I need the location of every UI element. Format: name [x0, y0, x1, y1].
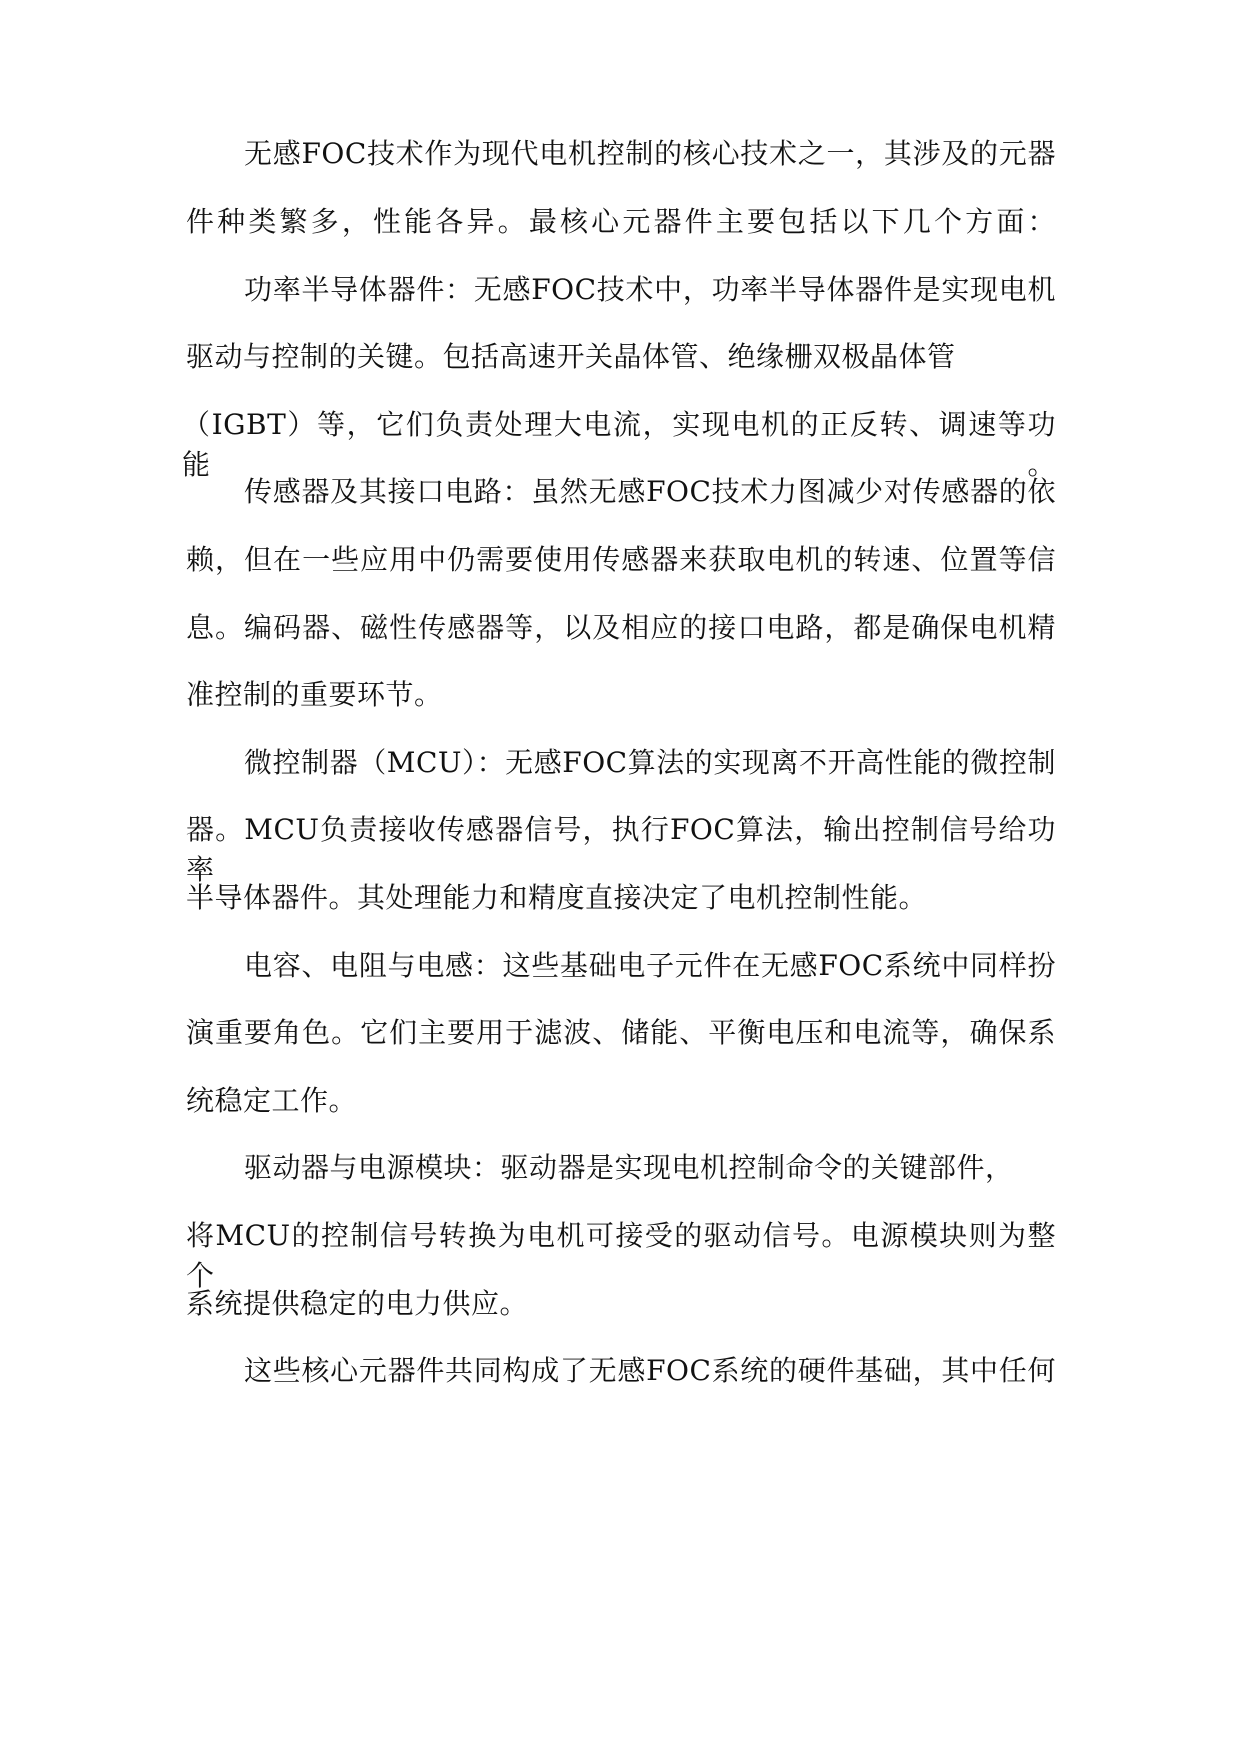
text-line: 这些核心元器件共同构成了无感FOC系统的硬件基础，其中任何: [244, 1354, 1056, 1387]
text-line: 传感器及其接口电路：虽然无感FOC技术力图减少对传感器的依: [244, 475, 1056, 508]
text-line: 无感FOC技术作为现代电机控制的核心技术之一，其涉及的元器: [244, 137, 1056, 170]
text-line: 将MCU的控制信号转换为电机可接受的驱动信号。电源模块则为整个: [186, 1219, 1056, 1292]
text-line: 电容、电阻与电感：这些基础电子元件在无感FOC系统中同样扮: [244, 949, 1056, 982]
text-line: 器。MCU负责接收传感器信号，执行FOC算法，输出控制信号给功率: [186, 813, 1056, 886]
text-line: 驱动与控制的关键。包括高速开关晶体管、绝缘栅双极晶体管: [186, 340, 956, 373]
text-line: 半导体器件。其处理能力和精度直接决定了电机控制性能。: [186, 881, 928, 914]
text-line: 系统提供稳定的电力供应。: [186, 1287, 529, 1320]
text-line: 演重要角色。它们主要用于滤波、储能、平衡电压和电流等，确保系: [186, 1016, 1056, 1049]
text-line: 息。编码器、磁性传感器等，以及相应的接口电路，都是确保电机精: [186, 611, 1056, 644]
text-line: 准控制的重要环节。: [186, 678, 443, 711]
text-line: 件种类繁多，性能各异。最核心元器件主要包括以下几个方面：: [186, 205, 1056, 238]
text-line: 功率半导体器件：无感FOC技术中，功率半导体器件是实现电机: [244, 273, 1056, 306]
text-line: 驱动器与电源模块：驱动器是实现电机控制命令的关键部件，: [244, 1151, 1014, 1184]
text-line: （IGBT）等，它们负责处理大电流，实现电机的正反转、调速等功能。: [182, 408, 1056, 481]
text-line: 统稳定工作。: [186, 1084, 358, 1117]
text-line: 赖，但在一些应用中仍需要使用传感器来获取电机的转速、位置等信: [186, 543, 1056, 576]
text-line: 微控制器（MCU）：无感FOC算法的实现离不开高性能的微控制: [244, 746, 1056, 779]
